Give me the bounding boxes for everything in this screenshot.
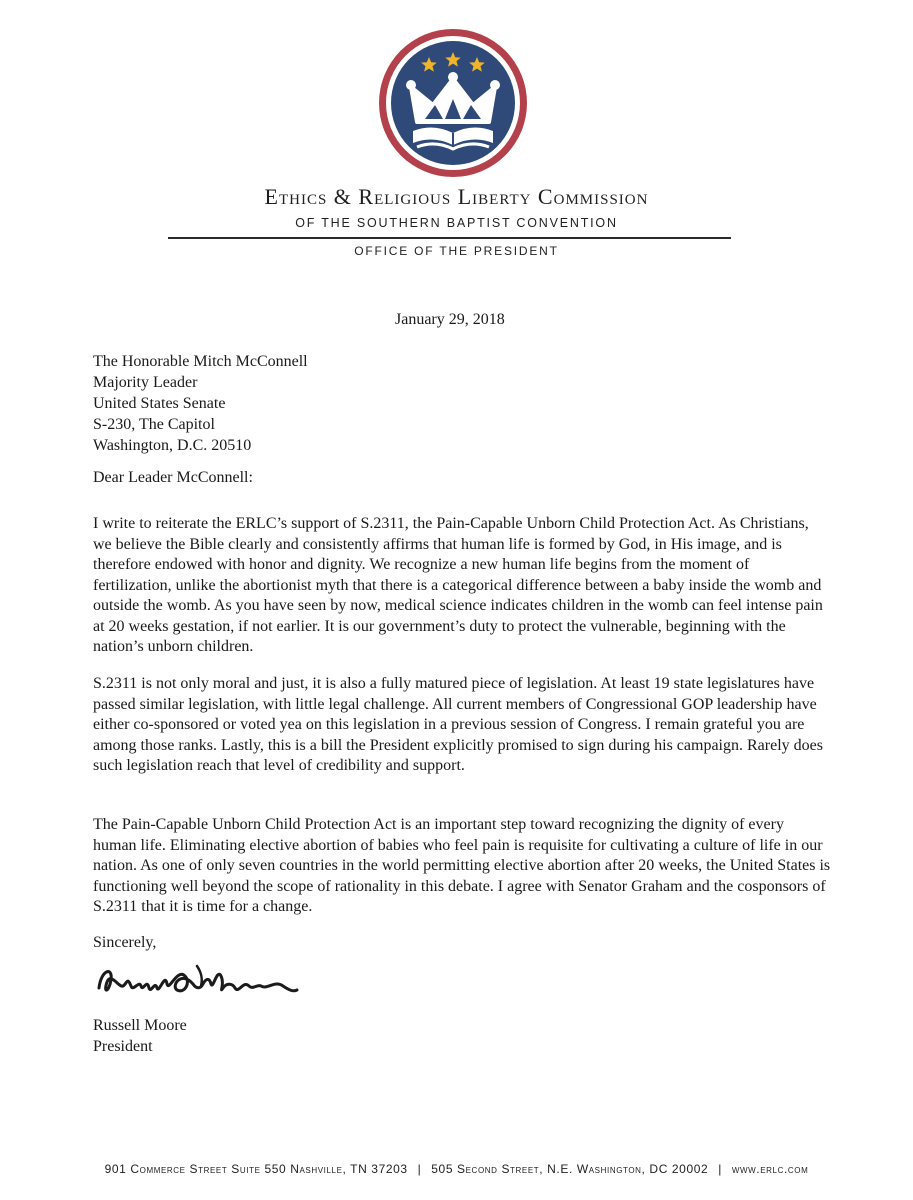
erlc-crown-logo-icon bbox=[377, 27, 529, 179]
recipient-line: Majority Leader bbox=[93, 374, 198, 391]
recipient-line: United States Senate bbox=[93, 395, 226, 412]
paragraph-text: The Pain-Capable Unborn Child Protection Act is an important step toward recognizing the dignity of every human life. Eliminating elective abortion of babies who feel pain is requisite for cultivating a culture of life in our nation. As one of only seven countries in the world permitting elective abortion after 20 weeks, the United States is functioning well beyond the scope of rationality in this debate. I agree with Senator Graham and the cosponsors of S.2311 that it is time for a change. bbox=[93, 816, 831, 915]
body-paragraph-2 bbox=[93, 674, 831, 777]
body-paragraph-3 bbox=[93, 815, 831, 918]
body-paragraph-1 bbox=[93, 514, 831, 658]
organization-subtitle: OF THE SOUTHERN BAPTIST CONVENTION bbox=[295, 216, 618, 230]
footer-separator: | bbox=[718, 1162, 722, 1176]
recipient-line: The Honorable Mitch McConnell bbox=[93, 353, 308, 370]
signer-title: President bbox=[93, 1038, 153, 1055]
recipient-line: S-230, The Capitol bbox=[93, 416, 215, 433]
paragraph-text: S.2311 is not only moral and just, it is also a fully matured piece of legislation. At least 19 state legislatures have passed similar legislation, with little legal challenge. All current members of Congressional GOP leadership have either co-sponsored or voted yea on this legislation in a previous session of Congress. I remain grateful you are among those ranks. Lastly, this is a bill the President explicitly promised to sign during his campaign. Rarely does such legislation reach that level of credibility and support. bbox=[93, 675, 823, 774]
footer-separator: | bbox=[417, 1162, 422, 1176]
office-of-president: OFFICE OF THE PRESIDENT bbox=[354, 244, 559, 258]
recipient-address bbox=[93, 351, 308, 456]
signer-block bbox=[93, 1015, 187, 1057]
salutation: Dear Leader McConnell: bbox=[93, 469, 253, 486]
footer-address-nashville: 901 Commerce Street Suite 550 Nashville, TN 37203 bbox=[104, 1162, 408, 1176]
closing: Sincerely, bbox=[93, 934, 157, 951]
footer-website-link[interactable]: www.erlc.com bbox=[731, 1162, 809, 1176]
handwritten-signature-icon bbox=[93, 958, 303, 1006]
signer-name: Russell Moore bbox=[93, 1017, 187, 1034]
paragraph-text: I write to reiterate the ERLC’s support of S.2311, the Pain-Capable Unborn Child Protection Act. As Christians, we believe the Bible clearly and consistently affirms that human life is formed by God, in His image, and is therefore endowed with honor and dignity. We recognize a new human life begins from the moment of fertilization, unlike the abortionist myth that there is a categorical difference between a baby inside the womb and outside the womb. As you have seen by now, medical science indicates children in the womb can feel intense pain at 20 weeks gestation, if not earlier. It is our government’s duty to protect the vulnerable, beginning with the nation’s unborn children. bbox=[93, 515, 823, 655]
footer-address-washington: 505 Second Street, N.E. Washington, DC 20002 bbox=[431, 1162, 709, 1176]
header-divider bbox=[168, 237, 731, 239]
organization-name: Ethics & Religious Liberty Commission bbox=[264, 184, 649, 209]
footer-address bbox=[0, 1162, 913, 1176]
recipient-line: Washington, D.C. 20510 bbox=[93, 437, 252, 454]
letter-date: January 29, 2018 bbox=[395, 311, 505, 328]
